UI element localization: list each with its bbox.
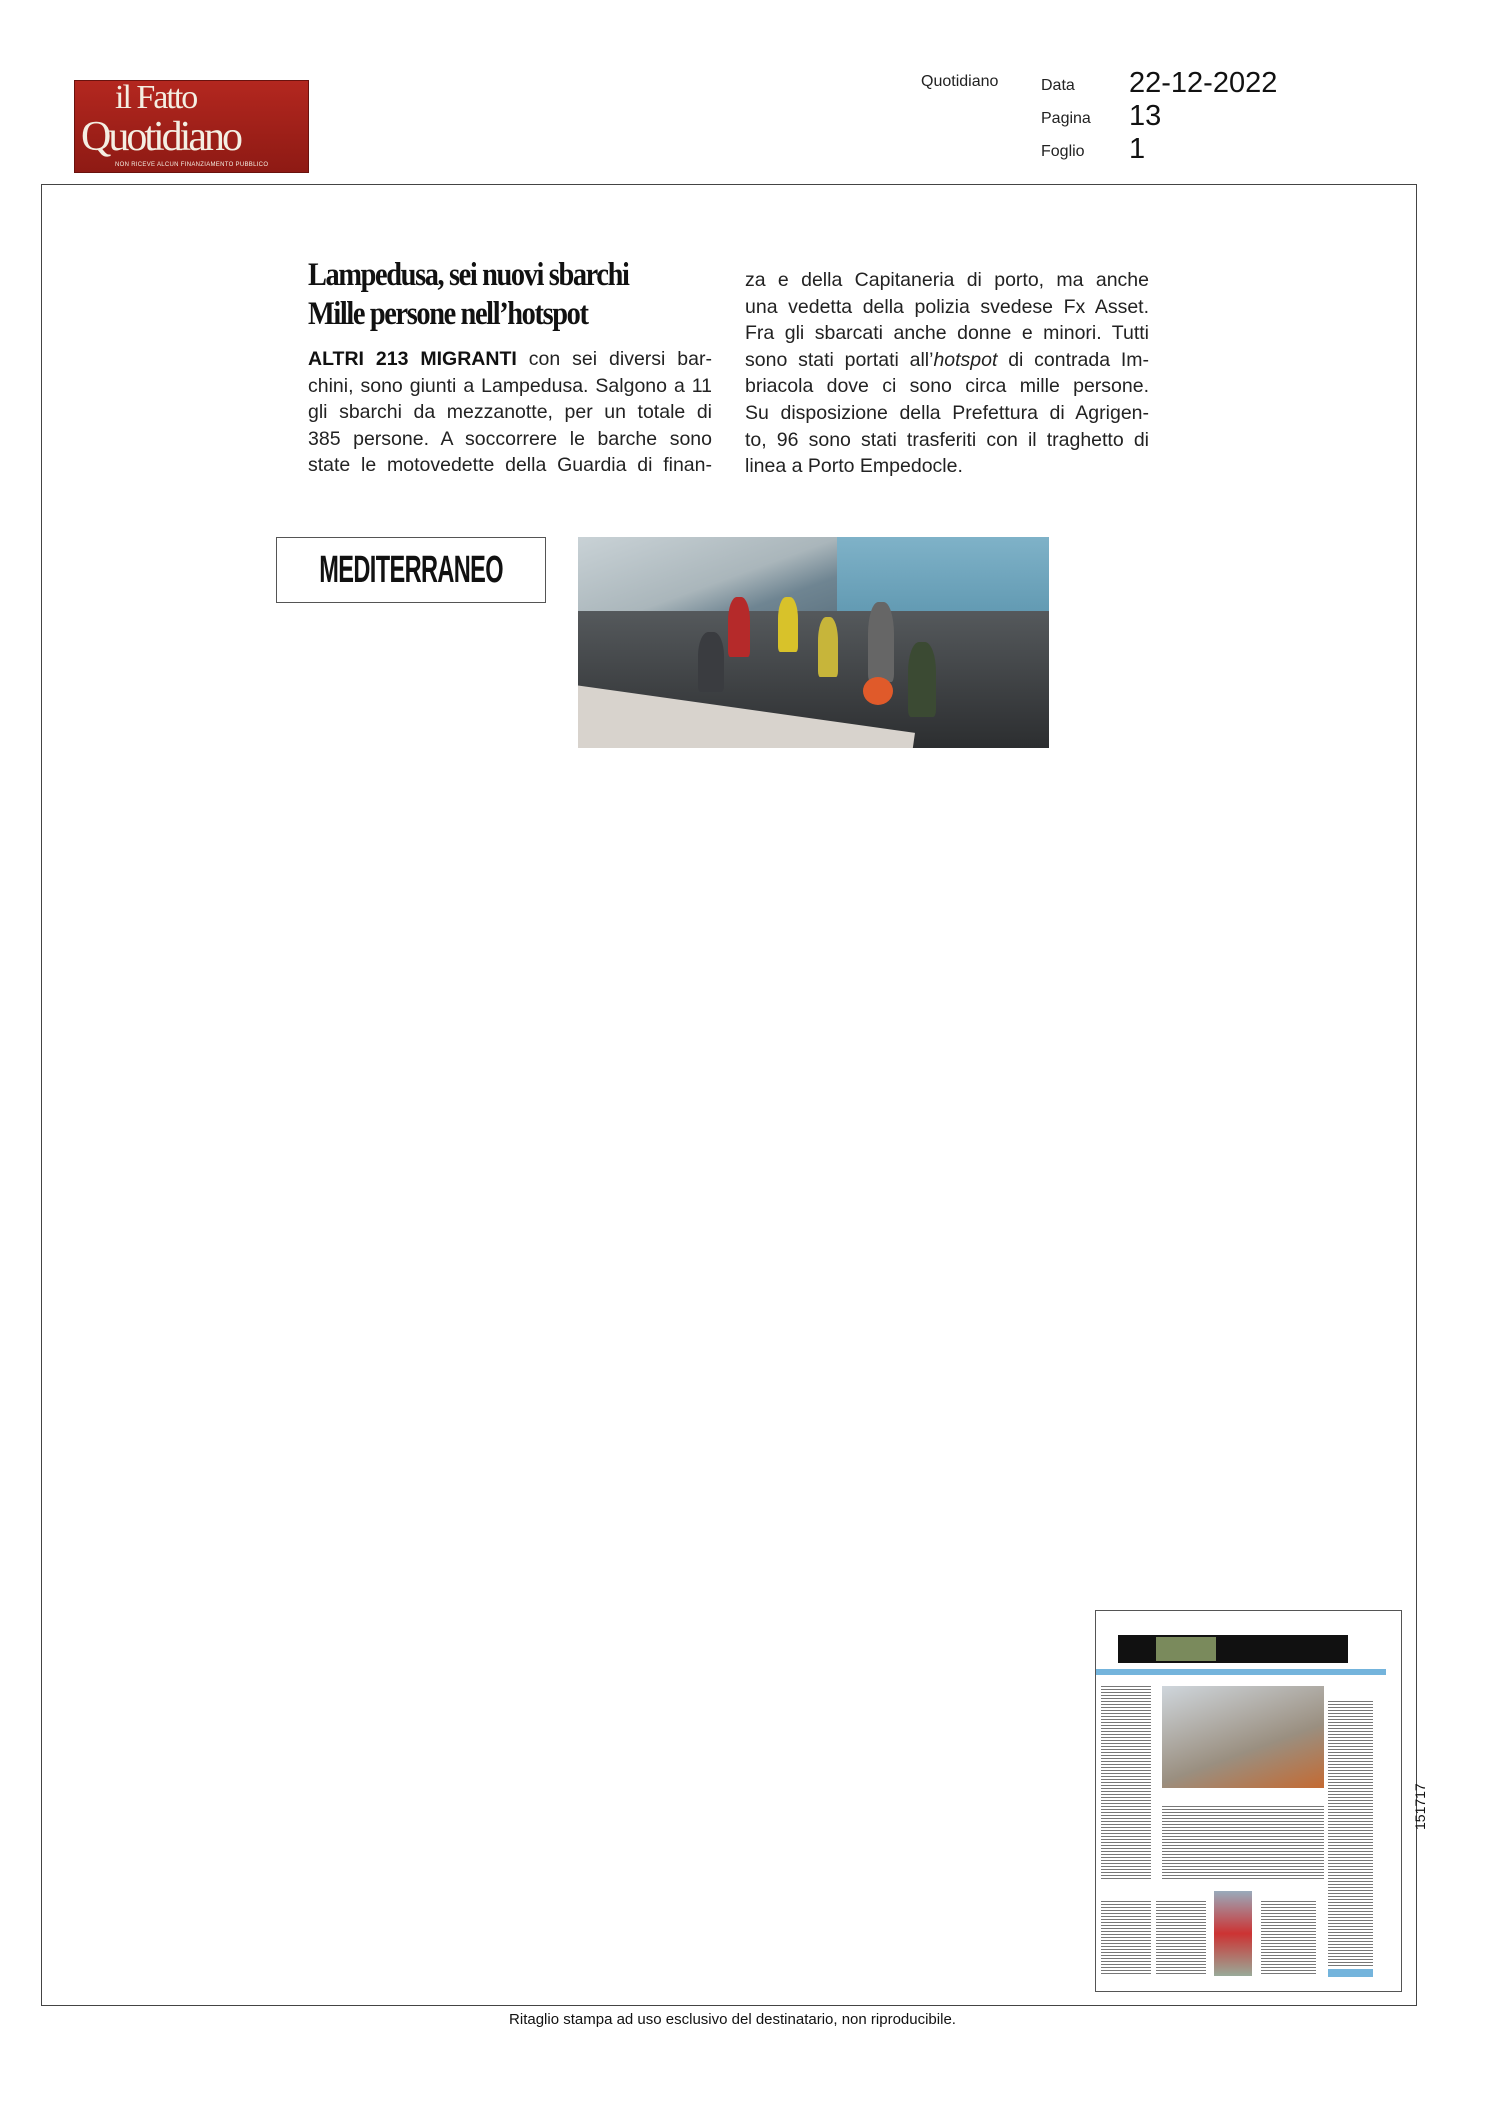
page-label: Pagina	[1041, 110, 1091, 127]
page-value: 13	[1129, 100, 1162, 132]
section-tag-label: MEDITERRANEO	[319, 548, 503, 591]
logo-tagline: NON RICEVE ALCUN FINANZIAMENTO PUBBLICO	[115, 162, 269, 168]
body-text: con sei diversi bar-	[516, 348, 712, 370]
body-line: Fra gli sbarcati anche donne e minori. Tutti	[745, 322, 1149, 345]
lead-bold: ALTRI 213 MIGRANTI	[308, 348, 517, 370]
body-line: chini, sono giunti a Lampedusa. Salgono a 11	[308, 374, 712, 397]
clipping-code: 151717	[1412, 1783, 1428, 1830]
body-line: briacola dove ci sono circa mille persone.	[745, 375, 1149, 398]
date-label: Data	[1041, 77, 1075, 94]
body-line: linea a Porto Empedocle.	[745, 455, 963, 478]
publication-type: Quotidiano	[921, 73, 999, 90]
logo-text-line2: Quotidiano	[81, 114, 240, 160]
body-line: Su disposizione della Prefettura di Agrigen-	[745, 401, 1149, 424]
sheet-value: 1	[1129, 133, 1146, 165]
sheet-label: Foglio	[1041, 143, 1085, 160]
footer-disclaimer: Ritaglio stampa ad uso esclusivo del destinatario, non riproducibile.	[509, 2011, 956, 2028]
headline-line: Lampedusa, sei nuovi sbarchi	[308, 257, 629, 293]
body-line: 385 persone. A soccorrere le barche sono	[308, 427, 712, 450]
body-line: za e della Capitaneria di porto, ma anche	[745, 269, 1149, 291]
article-photo-migrant-boat	[578, 537, 1049, 748]
newspaper-logo	[74, 80, 309, 173]
body-line: state le motovedette della Guardia di finan-	[308, 454, 712, 477]
article-left-column	[308, 346, 712, 479]
article-headline	[308, 256, 712, 334]
date-value: 22-12-2022	[1129, 67, 1278, 99]
logo-text-line1: il Fatto	[115, 80, 197, 116]
section-tag	[276, 537, 546, 603]
article-right-column	[745, 267, 1149, 480]
body-line: una vedetta della polizia svedese Fx Asset.	[745, 295, 1149, 318]
italic-term: hotspot	[933, 348, 998, 371]
body-text: di contrada Im-	[997, 348, 1149, 371]
body-line: to, 96 sono stati trasferiti con il traghetto di	[745, 428, 1149, 451]
body-text: sono stati portati all’	[745, 348, 934, 371]
body-line: gli sbarchi da mezzanotte, per un totale di	[308, 401, 712, 424]
page-thumbnail	[1095, 1610, 1402, 1992]
headline-line: Mille persone nell’hotspot	[308, 296, 588, 332]
